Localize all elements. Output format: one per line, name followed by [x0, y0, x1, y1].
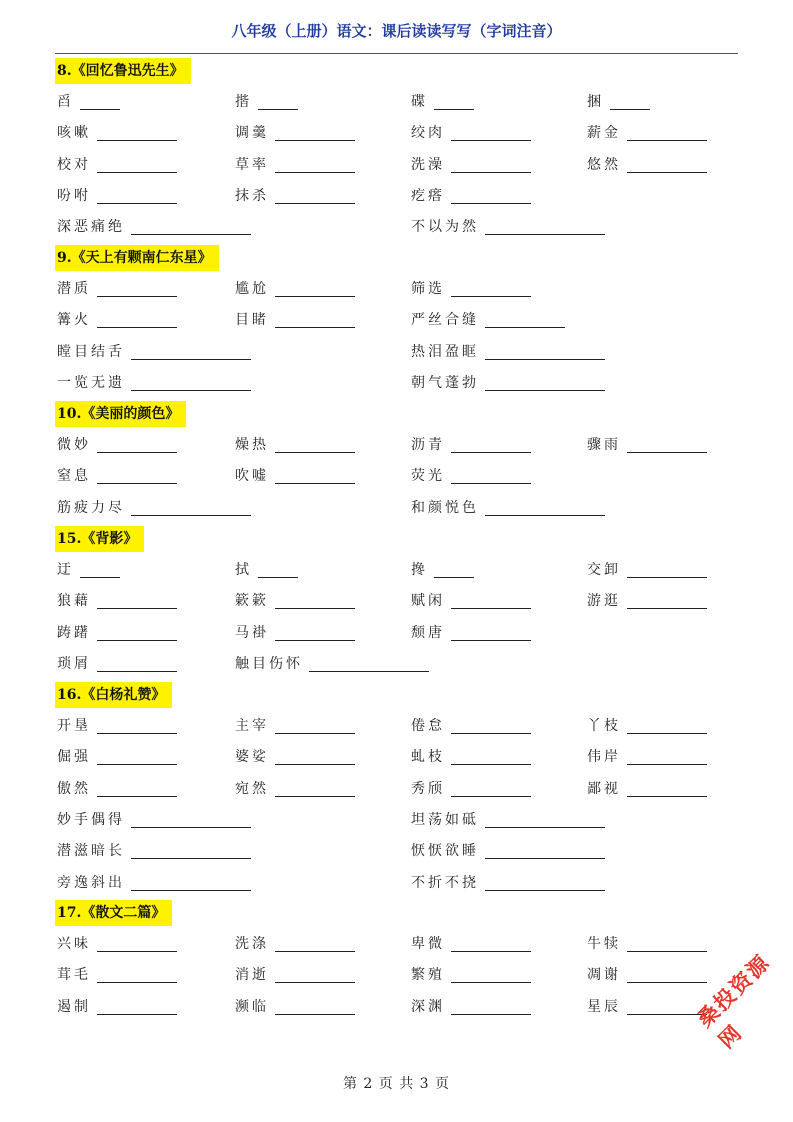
vocab-word: 绞肉	[411, 125, 445, 142]
vocab-item	[57, 155, 177, 175]
vocab-item	[235, 186, 355, 206]
vocab-word: 吩咐	[57, 187, 91, 204]
answer-blank[interactable]	[485, 877, 605, 891]
word-row	[57, 217, 747, 239]
vocab-word: 婆娑	[235, 749, 269, 766]
vocab-word: 一览无遗	[57, 374, 125, 391]
answer-blank[interactable]	[131, 377, 251, 391]
answer-blank[interactable]	[131, 221, 251, 235]
vocab-word: 抹杀	[235, 187, 269, 204]
vocab-item	[57, 623, 177, 643]
vocab-item	[411, 591, 531, 611]
vocab-item	[587, 123, 707, 143]
vocab-word: 踌躇	[57, 624, 91, 641]
word-row	[57, 654, 747, 676]
answer-blank[interactable]	[131, 845, 251, 859]
answer-blank[interactable]	[97, 783, 177, 797]
vocab-word: 碟	[411, 94, 428, 110]
vocab-word: 交卸	[587, 562, 621, 578]
vocab-item	[235, 279, 355, 299]
answer-blank[interactable]	[451, 751, 531, 765]
watermark-logo: 桑投资源网	[692, 949, 775, 1054]
vocab-word: 触目伤怀	[235, 655, 303, 672]
vocab-item	[587, 716, 707, 736]
vocab-word: 兴味	[57, 936, 91, 952]
vocab-item	[57, 560, 120, 580]
answer-blank[interactable]	[131, 346, 251, 360]
vocab-word: 搀	[411, 562, 428, 578]
answer-blank[interactable]	[434, 96, 474, 110]
vocab-item	[587, 435, 707, 455]
vocab-word: 草率	[235, 156, 269, 173]
vocab-item	[587, 965, 707, 985]
vocab-word: 调羹	[235, 125, 269, 142]
answer-blank[interactable]	[275, 1001, 355, 1015]
answer-blank[interactable]	[627, 159, 707, 173]
vocab-word: 游逛	[587, 593, 621, 610]
word-row	[57, 810, 747, 832]
vocab-item	[235, 997, 355, 1017]
vocab-word: 目睹	[235, 312, 269, 329]
answer-blank[interactable]	[451, 595, 531, 609]
vocab-item	[57, 217, 251, 237]
vocab-word: 薪金	[587, 125, 621, 142]
answer-blank[interactable]	[97, 1001, 177, 1015]
word-row	[57, 560, 747, 582]
vocab-word: 迂	[57, 562, 74, 578]
vocab-item	[411, 810, 605, 830]
vocab-word: 琐屑	[57, 655, 91, 672]
vocab-item	[235, 591, 355, 611]
vocab-item	[411, 779, 531, 799]
vocab-word: 潜质	[57, 281, 91, 297]
answer-blank[interactable]	[451, 127, 531, 141]
answer-blank[interactable]	[97, 720, 177, 734]
vocab-item	[57, 779, 177, 799]
word-row	[57, 934, 747, 956]
header-divider	[55, 53, 738, 54]
vocab-item	[411, 560, 474, 580]
word-row	[57, 747, 747, 769]
vocab-word: 舀	[57, 94, 74, 110]
answer-blank[interactable]	[97, 938, 177, 952]
vocab-item	[411, 965, 531, 985]
vocab-word: 马褂	[235, 624, 269, 641]
vocab-item	[57, 841, 251, 861]
answer-blank[interactable]	[451, 159, 531, 173]
answer-blank[interactable]	[451, 627, 531, 641]
vocab-word: 校对	[57, 156, 91, 173]
section-title: 9.《天上有颗南仁东星》	[55, 245, 219, 271]
word-row	[57, 373, 747, 395]
vocab-item	[235, 747, 355, 767]
vocab-word: 和颜悦色	[411, 499, 479, 516]
word-row	[57, 623, 747, 645]
vocab-item	[411, 747, 531, 767]
answer-blank[interactable]	[97, 283, 177, 297]
vocab-word: 傲然	[57, 780, 91, 797]
vocab-item	[235, 716, 355, 736]
vocab-word: 疙瘩	[411, 187, 445, 204]
page-header-title: 八年级（上册）语文：课后读读写写（字词注音）	[231, 22, 562, 40]
vocab-item	[57, 716, 177, 736]
vocab-word: 篝火	[57, 312, 91, 329]
vocab-item	[235, 965, 355, 985]
vocab-word: 丫枝	[587, 718, 621, 734]
answer-blank[interactable]	[275, 314, 355, 328]
vocab-item	[411, 279, 531, 299]
answer-blank[interactable]	[309, 658, 429, 672]
word-row	[57, 186, 747, 208]
vocab-word: 遏制	[57, 998, 91, 1015]
vocab-word: 虬枝	[411, 749, 445, 766]
vocab-word: 燥热	[235, 437, 269, 453]
answer-blank[interactable]	[97, 751, 177, 765]
vocab-item	[411, 186, 531, 206]
section-title: 17.《散文二篇》	[55, 900, 172, 926]
answer-blank[interactable]	[627, 439, 707, 453]
vocab-word: 筋疲力尽	[57, 499, 125, 516]
vocab-item	[57, 934, 177, 954]
vocab-item	[235, 934, 355, 954]
vocab-item	[57, 654, 177, 674]
vocab-word: 消逝	[235, 967, 269, 984]
answer-blank[interactable]	[131, 877, 251, 891]
answer-blank[interactable]	[275, 190, 355, 204]
answer-blank[interactable]	[627, 938, 707, 952]
answer-blank[interactable]	[451, 470, 531, 484]
answer-blank[interactable]	[451, 783, 531, 797]
vocab-item	[587, 997, 707, 1017]
answer-blank[interactable]	[451, 969, 531, 983]
answer-blank[interactable]	[434, 564, 474, 578]
vocab-item	[57, 591, 177, 611]
answer-blank[interactable]	[258, 564, 298, 578]
answer-blank[interactable]	[97, 159, 177, 173]
vocab-item	[57, 92, 120, 112]
vocab-word: 捆	[587, 94, 604, 110]
answer-blank[interactable]	[451, 283, 531, 297]
vocab-item	[235, 560, 298, 580]
vocab-word: 筛选	[411, 281, 445, 297]
answer-blank[interactable]	[131, 814, 251, 828]
answer-blank[interactable]	[131, 502, 251, 516]
section-title: 16.《白杨礼赞》	[55, 682, 172, 708]
answer-blank[interactable]	[451, 938, 531, 952]
answer-blank[interactable]	[627, 595, 707, 609]
vocab-item	[587, 155, 707, 175]
vocab-item	[411, 997, 531, 1017]
vocab-item	[587, 591, 707, 611]
answer-blank[interactable]	[97, 314, 177, 328]
vocab-item	[587, 92, 650, 112]
vocab-word: 开垦	[57, 718, 91, 734]
answer-blank[interactable]	[485, 814, 605, 828]
answer-blank[interactable]	[97, 595, 177, 609]
vocab-word: 吹嘘	[235, 468, 269, 485]
vocab-item	[57, 435, 177, 455]
answer-blank[interactable]	[275, 627, 355, 641]
vocab-word: 牛犊	[587, 936, 621, 952]
vocab-item	[235, 435, 355, 455]
vocab-item	[57, 873, 251, 893]
vocab-item	[411, 466, 531, 486]
vocab-word: 繁殖	[411, 967, 445, 984]
word-row	[57, 123, 747, 145]
answer-blank[interactable]	[485, 346, 605, 360]
answer-blank[interactable]	[275, 283, 355, 297]
answer-blank[interactable]	[97, 470, 177, 484]
word-row	[57, 779, 747, 801]
vocab-word: 鄙视	[587, 780, 621, 797]
answer-blank[interactable]	[627, 564, 707, 578]
answer-blank[interactable]	[451, 439, 531, 453]
vocab-item	[235, 466, 355, 486]
vocab-word: 主宰	[235, 718, 269, 734]
vocab-word: 沥青	[411, 437, 445, 453]
vocab-item	[57, 342, 251, 362]
vocab-item	[57, 997, 177, 1017]
answer-blank[interactable]	[258, 96, 298, 110]
answer-blank[interactable]	[627, 751, 707, 765]
vocab-word: 揩	[235, 94, 252, 110]
answer-blank[interactable]	[97, 627, 177, 641]
vocab-item	[411, 841, 605, 861]
vocab-word: 悠然	[587, 156, 621, 173]
vocab-word: 深渊	[411, 998, 445, 1015]
answer-blank[interactable]	[275, 783, 355, 797]
answer-blank[interactable]	[80, 96, 120, 110]
vocab-item	[411, 873, 605, 893]
vocab-item	[411, 623, 531, 643]
answer-blank[interactable]	[485, 221, 605, 235]
answer-blank[interactable]	[485, 314, 565, 328]
answer-blank[interactable]	[627, 783, 707, 797]
vocab-item	[57, 466, 177, 486]
answer-blank[interactable]	[275, 969, 355, 983]
vocab-item	[235, 779, 355, 799]
answer-blank[interactable]	[275, 595, 355, 609]
vocab-item	[57, 747, 177, 767]
vocab-word: 深恶痛绝	[57, 219, 125, 236]
vocab-word: 洗涤	[235, 936, 269, 952]
word-row	[57, 591, 747, 613]
vocab-item	[57, 810, 251, 830]
answer-blank[interactable]	[80, 564, 120, 578]
answer-blank[interactable]	[627, 720, 707, 734]
answer-blank[interactable]	[610, 96, 650, 110]
vocab-item	[587, 779, 707, 799]
answer-blank[interactable]	[97, 439, 177, 453]
vocab-word: 旁逸斜出	[57, 874, 125, 891]
vocab-item	[235, 623, 355, 643]
answer-blank[interactable]	[627, 127, 707, 141]
vocab-item	[411, 310, 565, 330]
vocab-word: 卑微	[411, 936, 445, 952]
vocab-word: 颓唐	[411, 624, 445, 641]
vocab-item	[411, 155, 531, 175]
section-title: 15.《背影》	[55, 526, 144, 552]
word-row	[57, 92, 747, 114]
word-row	[57, 498, 747, 520]
vocab-item	[587, 934, 707, 954]
vocab-word: 窒息	[57, 468, 91, 485]
vocab-item	[411, 373, 605, 393]
vocab-word: 倦怠	[411, 718, 445, 734]
vocab-item	[235, 310, 355, 330]
vocab-item	[57, 186, 177, 206]
word-row	[57, 155, 747, 177]
vocab-item	[57, 965, 177, 985]
page-number: 第 2 页 共 3 页	[342, 1076, 451, 1092]
word-row	[57, 997, 747, 1019]
answer-blank[interactable]	[485, 377, 605, 391]
vocab-word: 微妙	[57, 437, 91, 453]
vocab-word: 不折不挠	[411, 874, 479, 891]
vocab-item	[57, 123, 177, 143]
vocab-item	[57, 498, 251, 518]
word-row	[57, 841, 747, 863]
word-row	[57, 279, 747, 301]
vocab-item	[411, 342, 605, 362]
vocab-item	[411, 123, 531, 143]
vocab-word: 秀颀	[411, 780, 445, 797]
answer-blank[interactable]	[97, 969, 177, 983]
vocab-item	[587, 747, 707, 767]
vocab-item	[235, 92, 298, 112]
word-row	[57, 873, 747, 895]
answer-blank[interactable]	[275, 751, 355, 765]
word-row	[57, 310, 747, 332]
answer-blank[interactable]	[97, 127, 177, 141]
vocab-item	[57, 373, 251, 393]
vocab-word: 朝气蓬勃	[411, 374, 479, 391]
vocab-word: 荧光	[411, 468, 445, 485]
answer-blank[interactable]	[485, 502, 605, 516]
vocab-item	[411, 217, 605, 237]
vocab-item	[57, 279, 177, 299]
vocab-word: 坦荡如砥	[411, 811, 479, 828]
vocab-word: 濒临	[235, 998, 269, 1015]
vocab-word: 潜滋暗长	[57, 843, 125, 860]
section-title: 10.《美丽的颜色》	[55, 401, 186, 427]
vocab-word: 狼藉	[57, 593, 91, 610]
vocab-word: 瞠目结舌	[57, 343, 125, 360]
vocab-word: 拭	[235, 562, 252, 578]
answer-blank[interactable]	[275, 127, 355, 141]
vocab-word: 热泪盈眶	[411, 343, 479, 360]
vocab-word: 赋闲	[411, 593, 445, 610]
vocab-word: 妙手偶得	[57, 811, 125, 828]
answer-blank[interactable]	[97, 190, 177, 204]
vocab-item	[411, 716, 531, 736]
vocab-word: 咳嗽	[57, 125, 91, 142]
vocab-item	[235, 123, 355, 143]
vocab-word: 簌簌	[235, 593, 269, 610]
answer-blank[interactable]	[275, 159, 355, 173]
vocab-word: 不以为然	[411, 219, 479, 236]
vocab-word: 尴尬	[235, 281, 269, 297]
word-row	[57, 435, 747, 457]
vocab-item	[587, 560, 707, 580]
word-row	[57, 965, 747, 987]
answer-blank[interactable]	[627, 969, 707, 983]
answer-blank[interactable]	[485, 845, 605, 859]
answer-blank[interactable]	[275, 439, 355, 453]
vocab-word: 严丝合缝	[411, 312, 479, 329]
answer-blank[interactable]	[451, 190, 531, 204]
vocab-word: 宛然	[235, 780, 269, 797]
vocab-word: 洗澡	[411, 156, 445, 173]
answer-blank[interactable]	[97, 658, 177, 672]
answer-blank[interactable]	[275, 470, 355, 484]
word-row	[57, 466, 747, 488]
vocab-word: 凋谢	[587, 967, 621, 984]
answer-blank[interactable]	[275, 938, 355, 952]
vocab-word: 骤雨	[587, 437, 621, 453]
vocab-item	[411, 435, 531, 455]
answer-blank[interactable]	[451, 1001, 531, 1015]
answer-blank[interactable]	[275, 720, 355, 734]
section-title: 8.《回忆鲁迅先生》	[55, 58, 191, 84]
vocab-item	[411, 92, 474, 112]
vocab-item	[235, 155, 355, 175]
vocab-word: 倔强	[57, 749, 91, 766]
word-row	[57, 342, 747, 364]
vocab-word: 恹恹欲睡	[411, 843, 479, 860]
vocab-word: 茸毛	[57, 967, 91, 984]
vocab-item	[411, 498, 605, 518]
vocab-item	[411, 934, 531, 954]
answer-blank[interactable]	[451, 720, 531, 734]
vocab-word: 伟岸	[587, 749, 621, 766]
vocab-item	[235, 654, 429, 674]
vocab-item	[57, 310, 177, 330]
word-row	[57, 716, 747, 738]
vocab-word: 星辰	[587, 998, 621, 1015]
